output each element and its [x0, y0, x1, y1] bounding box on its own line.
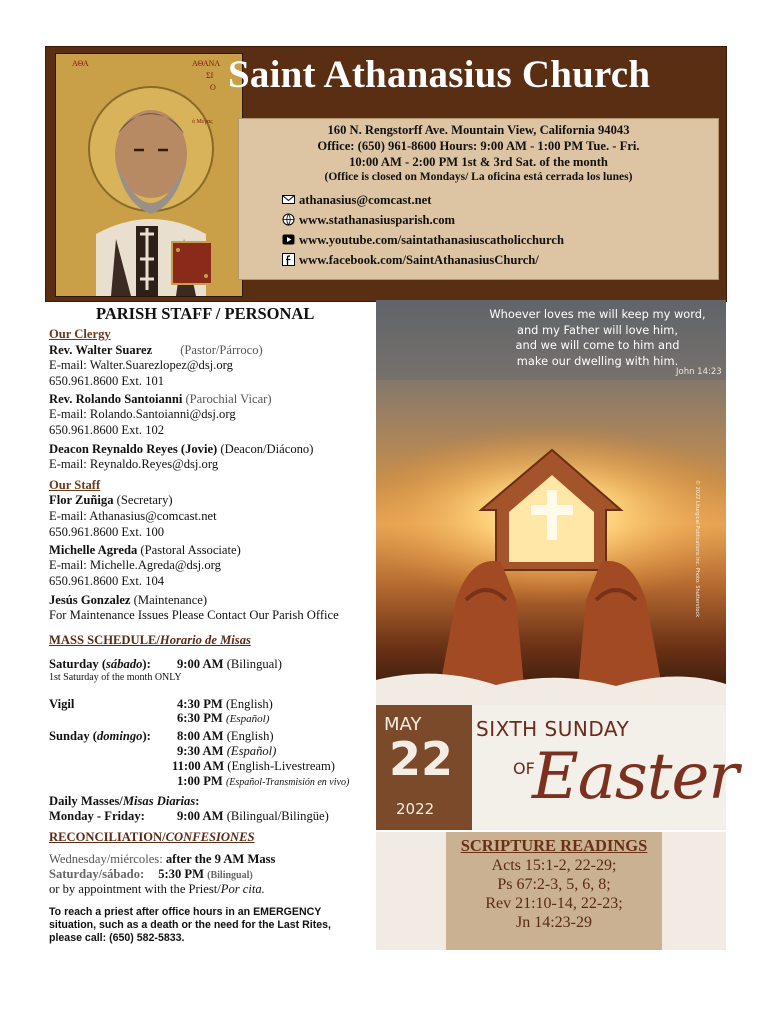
recon-sat-label: Saturday/sábado:	[49, 867, 145, 881]
scripture-reading-1: Acts 15:1-2, 22-29;	[491, 857, 617, 874]
vigil-time-1: 4:30 PM	[177, 697, 223, 711]
sunday-label	[49, 729, 151, 744]
facebook-icon	[282, 253, 295, 266]
icon-inscription-right-4: ὁ Μέγας	[192, 119, 213, 125]
icon-inscription-left: ΑΘΑ	[72, 59, 89, 68]
walter-row	[49, 343, 263, 358]
sat-label-es: sábado	[106, 657, 143, 671]
wed-time: after the 9 AM Mass	[165, 852, 276, 866]
scripture-reading-3: Rev 21:10-14, 22-23;	[485, 895, 623, 912]
saturday-mass-label	[49, 657, 151, 672]
scripture-margin-left	[376, 832, 446, 950]
rolando-name: Rev. Rolando Santoianni	[49, 392, 183, 406]
scripture-heading: SCRIPTURE READINGS	[460, 836, 648, 855]
michelle-row	[49, 543, 241, 558]
sun-time-3: 11:00 AM	[172, 759, 225, 773]
rolando-role: (Parochial Vicar)	[185, 392, 272, 406]
easter-script: Easter	[532, 740, 738, 814]
mass-heading-en: MASS SCHEDULE/	[49, 633, 160, 647]
wednesday-confession	[49, 852, 275, 867]
sunday-4	[177, 774, 349, 789]
vigil-label: Vigil	[49, 697, 75, 711]
sun-label-es: domingo	[96, 729, 143, 743]
staff-heading: PARISH STAFF / PERSONAL	[96, 304, 315, 323]
date-month: MAY	[384, 714, 422, 735]
mass-heading-es: Horario de Misas	[159, 633, 251, 647]
deacon-name: Deacon Reynaldo Reyes (Jovie)	[49, 442, 218, 456]
flor-email[interactable]: E-mail: Athanasius@comcast.net	[49, 509, 217, 523]
youtube-text: www.youtube.com/saintathanasiuscatholicchurch	[299, 233, 564, 247]
address: 160 N. Rengstorff Ave. Mountain View, California 94043	[327, 123, 630, 137]
website-text: www.stathanasiusparish.com	[299, 213, 456, 227]
date-day: 22	[389, 732, 454, 786]
wed-label: Wednesday/miércoles:	[49, 852, 163, 866]
jesus-note: For Maintenance Issues Please Contact Our Parish Office	[49, 608, 339, 622]
youtube-contact[interactable]	[282, 233, 564, 248]
recon-heading-en: RECONCILIATION/	[49, 830, 166, 844]
scripture-quote	[480, 307, 715, 369]
michelle-phone: 650.961.8600 Ext. 104	[49, 574, 165, 588]
vigil-lang-2: (Español)	[225, 713, 270, 725]
daily-colon: :	[195, 794, 200, 808]
scripture-margin-right	[662, 832, 726, 950]
facebook-contact[interactable]	[282, 253, 539, 268]
saturday-mass-time	[177, 657, 282, 672]
flor-row	[49, 493, 173, 508]
web-icon	[282, 213, 295, 226]
daily-label-es: Misas Diarias	[122, 794, 196, 808]
appt-text-es: Por cita.	[220, 882, 265, 896]
sat-label: Saturday (	[49, 657, 107, 671]
jesus-name: Jesús Gonzalez	[49, 593, 131, 607]
sun-time-4: 1:00 PM	[177, 774, 223, 788]
website-contact[interactable]	[282, 213, 455, 228]
staff-label: Our Staff	[49, 478, 101, 492]
emergency-line-2: situation, such as a death or the need for the Last Rites,	[49, 919, 331, 931]
email-contact[interactable]	[282, 193, 431, 208]
email-icon	[282, 193, 295, 206]
sun-lang-3: (English-Livestream)	[227, 759, 335, 773]
email-text: athanasius@comcast.net	[299, 193, 432, 207]
vigil-2	[177, 711, 269, 726]
sunday-title: SIXTH SUNDAY	[476, 717, 630, 741]
sunday-2	[177, 744, 276, 759]
rolando-email[interactable]: E-mail: Rolando.Santoianni@dsj.org	[49, 407, 236, 421]
youtube-icon	[282, 233, 295, 246]
office-hours: Office: (650) 961-8600 Hours: 9:00 AM - 1:00 PM Tue. - Fri.	[317, 139, 640, 153]
emergency-line-3: please call: (650) 582-5833.	[49, 932, 185, 944]
vigil-1	[177, 697, 273, 712]
vigil-time-2: 6:30 PM	[177, 711, 223, 725]
sat-label-end: ):	[142, 657, 151, 671]
quote-line-4: make our dwelling with him.	[516, 353, 679, 368]
flor-phone: 650.961.8600 Ext. 100	[49, 525, 165, 539]
sun-lang-4: (Español-Transmisión en vivo)	[225, 777, 350, 788]
flor-name: Flor Zuñiga	[49, 493, 114, 507]
sun-lang-2: (Español)	[226, 744, 277, 758]
appointment-note	[49, 882, 265, 897]
sun-label-end: ):	[142, 729, 151, 743]
office-info-box	[238, 118, 719, 280]
emergency-line-1: To reach a priest after office hours in an EMERGENCY	[49, 906, 322, 918]
walter-name: Rev. Walter Suarez	[49, 343, 153, 357]
deacon-row	[49, 442, 313, 457]
scripture-reading-4: Jn 14:23-29	[516, 914, 592, 931]
walter-phone: 650.961.8600 Ext. 101	[49, 374, 165, 388]
icon-inscription-right-3: Ο	[210, 83, 216, 92]
michelle-role: (Pastoral Associate)	[140, 543, 241, 557]
quote-line-1: Whoever loves me will keep my word,	[489, 307, 706, 321]
sat-lang: (Bilingual)	[226, 657, 282, 671]
mass-heading	[49, 633, 251, 648]
daily-label-en: Daily Masses/	[49, 794, 123, 808]
church-title: Saint Athanasius Church	[228, 53, 651, 96]
quote-line-2: and my Father will love him,	[516, 322, 679, 337]
photo-copyright: © 2022 Liturgical Publications Inc. Photo: Shutterstock	[694, 480, 700, 618]
sunday-3	[172, 759, 335, 774]
sun-lang-1: (English)	[226, 729, 274, 743]
saturday-hours: 10:00 AM - 2:00 PM 1st & 3rd Sat. of the month	[349, 155, 608, 169]
sat-time: 9:00 AM	[177, 657, 224, 671]
michelle-email[interactable]: E-mail: Michelle.Agreda@dsj.org	[49, 558, 221, 572]
michelle-name: Michelle Agreda	[49, 543, 138, 557]
jesus-role: (Maintenance)	[133, 593, 208, 607]
closed-note: (Office is closed on Mondays/ La oficina está cerrada los lunes)	[324, 171, 633, 183]
walter-email[interactable]: E-mail: Walter.Suarezlopez@dsj.org	[49, 358, 233, 372]
saturday-confession	[49, 867, 253, 882]
weekday-label: Monday - Friday:	[49, 809, 145, 823]
quote-line-3: and we will come to him and	[515, 338, 680, 353]
walter-role: (Pastor/Párroco)	[180, 343, 263, 357]
deacon-email[interactable]: E-mail: Reynaldo.Reyes@dsj.org	[49, 457, 219, 471]
weekday-mass	[177, 809, 329, 824]
jesus-row	[49, 593, 207, 608]
facebook-text: www.facebook.com/SaintAthanasiusChurch/	[299, 253, 539, 267]
rolando-phone: 650.961.8600 Ext. 102	[49, 423, 165, 437]
sun-time-2: 9:30 AM	[177, 744, 224, 758]
quote-reference: John 14:23	[676, 367, 722, 377]
reconciliation-heading	[49, 830, 255, 845]
icon-inscription-right-2: ΣΙ	[206, 71, 214, 80]
appt-text: or by appointment with the Priest/	[49, 882, 221, 896]
weekday-lang: (Bilingual/Bilingüe)	[226, 809, 329, 823]
icon-inscription-right: ΑΘΑΝΑ	[192, 59, 221, 68]
rolando-row	[49, 392, 272, 407]
date-year: 2022	[396, 800, 435, 818]
sunday-title-of: OF	[513, 759, 535, 778]
flor-role: (Secretary)	[116, 493, 173, 507]
saturday-note: 1st Saturday of the month ONLY	[49, 672, 182, 683]
vigil-lang-1: (English)	[225, 697, 273, 711]
daily-mass-label	[49, 794, 199, 809]
sun-time-1: 8:00 AM	[177, 729, 224, 743]
weekday-time: 9:00 AM	[177, 809, 224, 823]
recon-sat-time: 5:30 PM	[158, 867, 204, 881]
recon-sat-lang: (Bilingual)	[207, 870, 253, 881]
recon-heading-es: CONFESIONES	[165, 830, 255, 844]
sun-label: Sunday (	[49, 729, 97, 743]
deacon-role: (Deacon/Diácono)	[220, 442, 314, 456]
clergy-label: Our Clergy	[49, 327, 111, 341]
sunday-1	[177, 729, 274, 744]
scripture-reading-2: Ps 67:2-3, 5, 6, 8;	[497, 876, 611, 893]
